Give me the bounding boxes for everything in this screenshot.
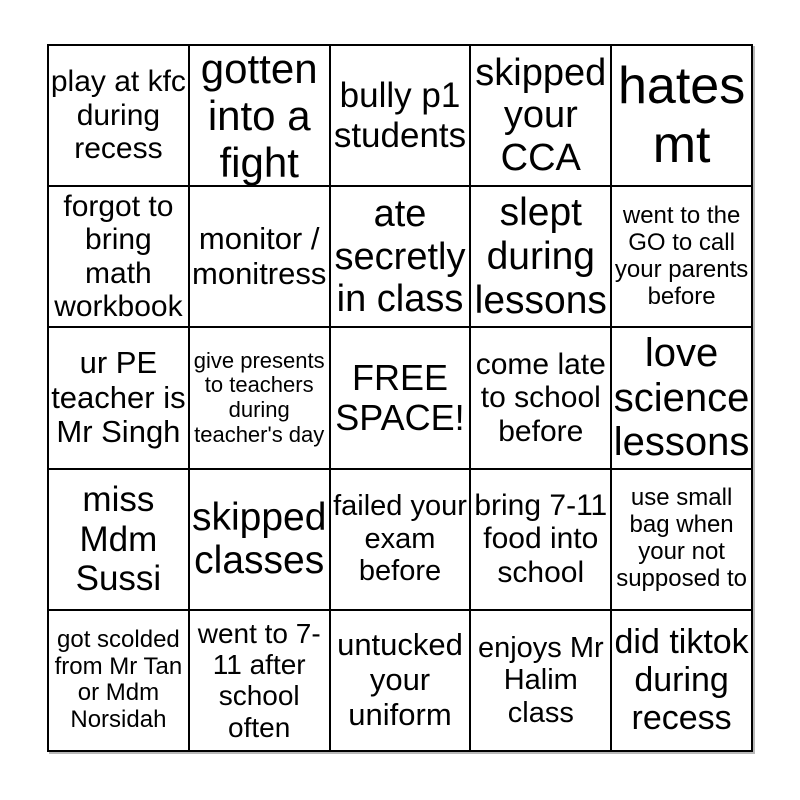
bingo-cell[interactable]: bring 7-11 food into school — [471, 470, 610, 609]
bingo-cell[interactable]: ur PE teacher is Mr Singh — [49, 328, 188, 467]
bingo-cell[interactable]: skipped classes — [190, 470, 329, 609]
bingo-cell[interactable]: failed your exam before — [331, 470, 470, 609]
bingo-cell[interactable]: untucked your uniform — [331, 611, 470, 750]
bingo-cell[interactable]: forgot to bring math workbook — [49, 187, 188, 326]
bingo-cell[interactable]: got scolded from Mr Tan or Mdm Norsidah — [49, 611, 188, 750]
bingo-cell[interactable]: went to 7-11 after school often — [190, 611, 329, 750]
bingo-cell[interactable]: gotten into a fight — [190, 46, 329, 185]
free-space-cell[interactable]: FREE SPACE! — [331, 328, 470, 467]
bingo-cell[interactable]: ate secretly in class — [331, 187, 470, 326]
bingo-cell[interactable]: miss Mdm Sussi — [49, 470, 188, 609]
bingo-cell[interactable]: skipped your CCA — [471, 46, 610, 185]
bingo-cell[interactable]: enjoys Mr Halim class — [471, 611, 610, 750]
bingo-cell[interactable]: play at kfc during recess — [49, 46, 188, 185]
bingo-cell[interactable]: did tiktok during recess — [612, 611, 751, 750]
bingo-cell[interactable]: give presents to teachers during teacher's day — [190, 328, 329, 467]
bingo-cell[interactable]: come late to school before — [471, 328, 610, 467]
bingo-cell[interactable]: hates mt — [612, 46, 751, 185]
bingo-cell[interactable]: monitor / monitress — [190, 187, 329, 326]
bingo-card-grid — [47, 44, 753, 752]
bingo-cell[interactable]: love science lessons — [612, 328, 751, 467]
bingo-cell[interactable]: slept during lessons — [471, 187, 610, 326]
bingo-cell[interactable]: went to the GO to call your parents before — [612, 187, 751, 326]
bingo-cell[interactable]: bully p1 students — [331, 46, 470, 185]
bingo-cell[interactable]: use small bag when your not supposed to — [612, 470, 751, 609]
